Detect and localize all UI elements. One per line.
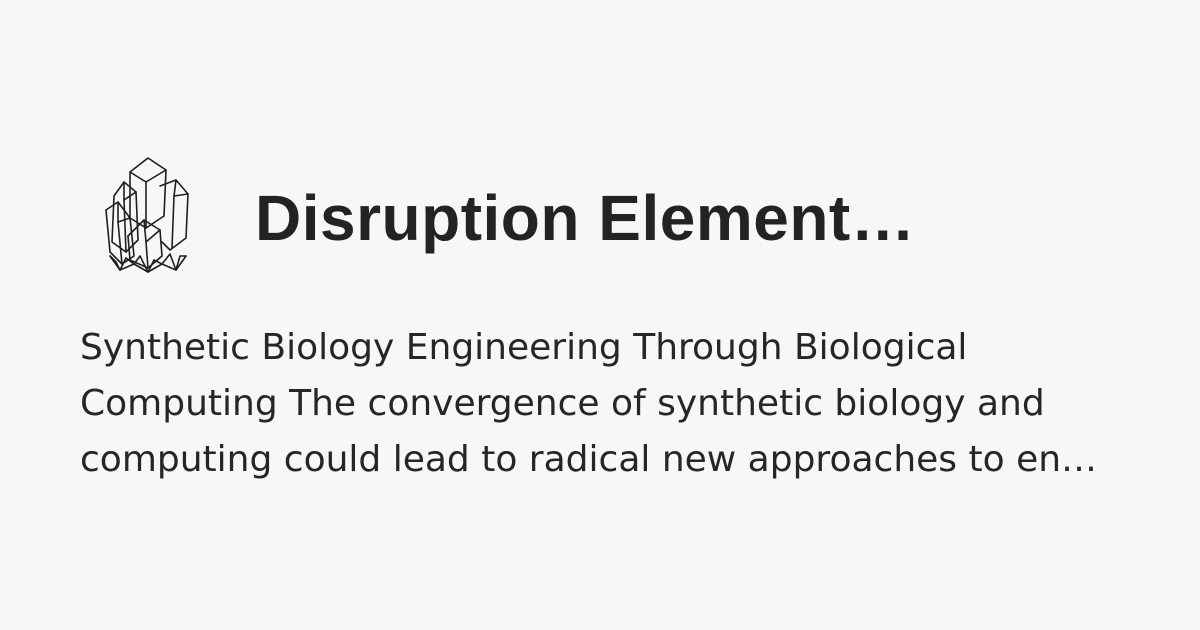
page-title: Disruption Element…	[255, 182, 916, 254]
crystal-cluster-icon	[100, 152, 190, 276]
description-text: Synthetic Biology Engineering Through Biological Computing The convergence of synthetic biology and computing could lead to radical new approaches to en…	[80, 327, 1098, 480]
